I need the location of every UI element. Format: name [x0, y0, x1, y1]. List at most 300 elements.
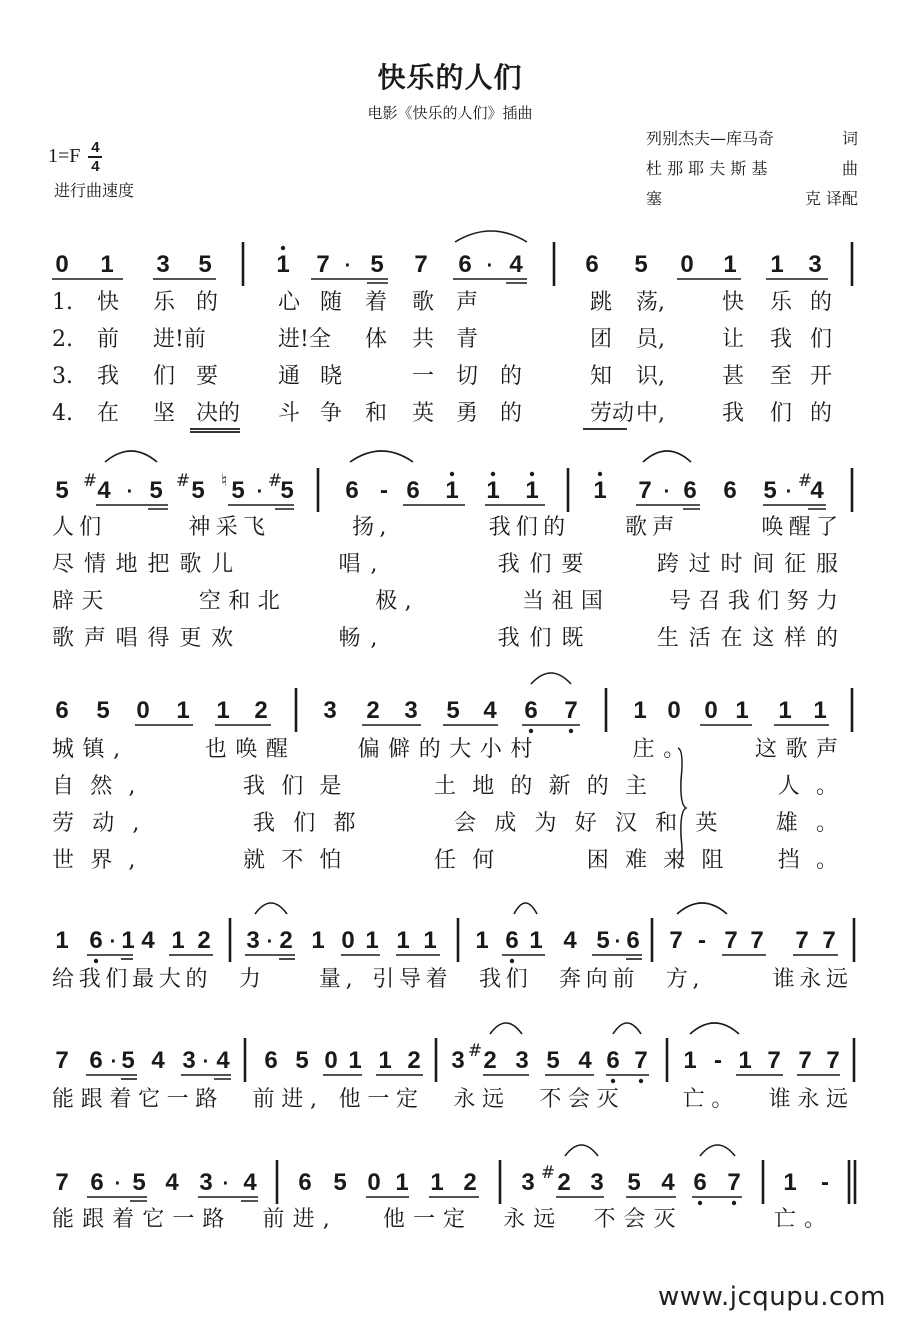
lyric-verse-3: 识, — [636, 364, 665, 389]
lyric-verse-3: 为 — [534, 811, 557, 836]
lyric-verse-1: 飞 — [243, 515, 266, 540]
note: 1 — [365, 927, 379, 954]
lyric-verse-3: 知 — [590, 364, 613, 389]
note: 1 — [100, 251, 114, 278]
note: 6 — [298, 1169, 312, 1196]
note: 5 — [231, 477, 245, 504]
dot-rhythm: · — [202, 1051, 210, 1073]
lyric-verse-2: 共 — [412, 327, 435, 352]
lyric-verse-2: 员, — [636, 327, 665, 352]
lyric-verse-2: 地 — [115, 552, 138, 577]
lyric-verse-2: 情 — [83, 552, 106, 577]
note: 1 — [348, 1047, 362, 1074]
note: 5 — [55, 477, 69, 504]
lyric-verse-4: 在 — [97, 401, 120, 426]
note: 1 — [475, 927, 489, 954]
lyric-verse-2: 们 — [281, 774, 304, 799]
note: 5 — [446, 697, 460, 724]
lyric-line: 不 — [539, 1087, 562, 1112]
note: 5 — [763, 477, 777, 504]
lyric-verse-1: 镇 — [82, 737, 105, 762]
lyric-line: 的 — [185, 967, 208, 992]
lyric-line: 着 — [112, 1207, 135, 1232]
lyric-verse-3: 国 — [580, 589, 603, 614]
lyric-line: 会 — [568, 1087, 591, 1112]
lyric-verse-2: 过 — [688, 552, 711, 577]
lyric-verse-2: 征 — [784, 552, 807, 577]
lyric-verse-3: 。 — [816, 811, 839, 836]
dot-rhythm: · — [266, 931, 274, 953]
note: 4 — [509, 251, 523, 278]
note: 7 — [669, 927, 683, 954]
note: 5 — [191, 477, 205, 504]
note: 0 — [667, 697, 681, 724]
note: 2 — [557, 1169, 571, 1196]
slur — [490, 1023, 522, 1034]
lyric-verse-3: 们 — [153, 364, 176, 389]
note: 7 — [798, 1047, 812, 1074]
lyric-verse-3: 甚 — [722, 364, 745, 389]
lyric-verse-2: 我 — [497, 552, 520, 577]
note: 2 — [197, 927, 211, 954]
lyric-verse-1: 这 — [754, 737, 777, 762]
lyric-line: 亡 — [773, 1207, 796, 1232]
note: 4 — [216, 1047, 230, 1074]
note: 1 — [529, 927, 543, 954]
note: 2 — [366, 697, 380, 724]
lyric-line: 远 — [533, 1207, 556, 1232]
lyric-melisma-underline — [190, 431, 240, 433]
lyric-verse-2: 自 — [52, 774, 75, 799]
lyric-line: 谁 — [772, 967, 795, 992]
note: 0 — [704, 697, 718, 724]
lyric-verse-1: 的 — [196, 290, 219, 315]
lyric-line: 定 — [396, 1087, 419, 1112]
lyric-verse-4: 样 — [784, 626, 807, 651]
dash-hold: - — [714, 1047, 722, 1074]
lyric-line: 方 — [665, 967, 688, 992]
lyric-line: 们 — [105, 967, 128, 992]
lyric-verse-3: 们 — [757, 589, 780, 614]
lyric-line: 奔 — [559, 967, 582, 992]
lyric-verse-1: 扬 — [352, 515, 375, 540]
lyric-verse-3: 我 — [97, 364, 120, 389]
lyric-verse-3: 汉 — [614, 811, 637, 836]
lyric-verse-2: 的 — [510, 774, 533, 799]
lyric-verse-1: 荡, — [636, 290, 665, 315]
dash-hold: - — [698, 927, 706, 954]
lyric-verse-4: 决的 — [196, 401, 241, 426]
note: 4 — [97, 477, 111, 504]
lyric-verse-3: 努 — [786, 589, 809, 614]
low-octave-dot — [732, 1201, 736, 1205]
note: 5 — [198, 251, 212, 278]
note: 1 — [276, 251, 290, 278]
note: 3 — [590, 1169, 604, 1196]
lyric-line: 不 — [593, 1207, 616, 1232]
lyric-verse-1: 快 — [97, 290, 120, 315]
note: 1 — [525, 477, 539, 504]
lyric-verse-2: 新 — [548, 774, 571, 799]
lyric-verse-1: 们 — [515, 515, 538, 540]
lyric-verse-1: 唤 — [235, 737, 258, 762]
note: 6 — [723, 477, 737, 504]
lyric-verse-4: 欢 — [211, 626, 234, 651]
lyric-verse-3: 我 — [253, 811, 276, 836]
lyric-verse-3: , — [132, 811, 140, 836]
lyric-verse-2: 时 — [720, 552, 743, 577]
lyric-verse-2: 地 — [472, 774, 495, 799]
lyric-verse-3: 和 — [655, 811, 678, 836]
lyric-verse-4: 我 — [722, 401, 745, 426]
note: 1 — [378, 1047, 392, 1074]
lyric-verse-1: 快 — [722, 290, 745, 315]
accidental: # — [267, 471, 283, 491]
lyric-line: 给 — [52, 967, 75, 992]
lyric-verse-3: 我 — [727, 589, 750, 614]
note: 3 — [404, 697, 418, 724]
dot-rhythm: · — [126, 481, 134, 503]
slur — [531, 673, 571, 684]
lyric-verse-4: 世 — [52, 848, 75, 873]
note: 6 — [693, 1169, 707, 1196]
slur — [613, 1023, 641, 1034]
lyric-verse-2: 进!全 — [278, 327, 331, 352]
lyric-line: , — [345, 967, 353, 992]
note: 1 — [778, 697, 792, 724]
lyric-verse-3: , — [404, 589, 412, 614]
lyric-verse-2: 服 — [816, 552, 839, 577]
dot-rhythm: · — [110, 1051, 118, 1073]
note: 5 — [132, 1169, 146, 1196]
lyric-line: 进 — [292, 1207, 315, 1232]
lyric-verse-4: 中, — [636, 401, 665, 426]
note: 4 — [483, 697, 497, 724]
note: 7 — [55, 1047, 69, 1074]
note: 6 — [585, 251, 599, 278]
note: 7 — [767, 1047, 781, 1074]
lyric-verse-4: 这 — [752, 626, 775, 651]
note: 7 — [795, 927, 809, 954]
lyric-verse-3: 当 — [522, 589, 545, 614]
lyric-line: 着 — [109, 1087, 132, 1112]
lyric-line: 他 — [382, 1207, 405, 1232]
lyric-verse-4: 英 — [412, 401, 435, 426]
note: 4 — [165, 1169, 179, 1196]
note: 3 — [451, 1047, 465, 1074]
lyric-verse-3: 和 — [228, 589, 251, 614]
lyric-verse-3: 号 — [669, 589, 692, 614]
note: 3 — [182, 1047, 196, 1074]
song-title: 快乐的人们 — [377, 61, 523, 94]
note: 6 — [683, 477, 697, 504]
note: 1 — [486, 477, 500, 504]
lyric-verse-3: 至 — [770, 364, 793, 389]
lyric-verse-1: 城 — [52, 737, 75, 762]
slur — [255, 903, 287, 914]
note: 7 — [750, 927, 764, 954]
lyric-verse-4: 何 — [472, 848, 495, 873]
lyric-line: 一 — [166, 1087, 189, 1112]
note: 6 — [90, 1169, 104, 1196]
note: 1 — [216, 697, 230, 724]
high-octave-dot — [450, 472, 454, 476]
lyric-verse-4: 任 — [434, 848, 457, 873]
lyric-verse-3: 晓 — [320, 364, 343, 389]
accidental: # — [797, 471, 813, 491]
lyric-line: 们 — [505, 967, 528, 992]
lyric-verse-1: 庄 — [632, 737, 655, 762]
high-octave-dot — [491, 472, 495, 476]
note: 5 — [546, 1047, 560, 1074]
lyric-line: 导 — [398, 967, 421, 992]
note: 4 — [243, 1169, 257, 1196]
lyric-verse-3: 劳 — [52, 811, 75, 836]
lyric-line: 灭 — [653, 1207, 676, 1232]
dot-rhythm: · — [109, 931, 117, 953]
lyric-verse-4: 界 — [90, 848, 113, 873]
song-subtitle: 电影《快乐的人们》插曲 — [367, 104, 533, 122]
note: 1 — [55, 927, 69, 954]
lyric-verse-2: 土 — [434, 774, 457, 799]
dash-hold: - — [821, 1169, 829, 1196]
lyric-verse-3: 天 — [81, 589, 104, 614]
composer-role: 曲 — [841, 159, 858, 178]
note: 1 — [176, 697, 190, 724]
lyric-melisma-underline — [583, 428, 627, 430]
lyric-verse-4: 得 — [147, 626, 170, 651]
lyric-line: 路 — [195, 1087, 218, 1112]
accidental: # — [467, 1041, 483, 1061]
lyric-line: 最 — [132, 967, 155, 992]
lyric-verse-1: 也 — [204, 737, 227, 762]
note: 6 — [524, 697, 538, 724]
lyric-verse-2: 的 — [586, 774, 609, 799]
lyric-verse-4: 们 — [770, 401, 793, 426]
lyric-verse-4: 更 — [179, 626, 202, 651]
lyric-verse-1: 大 — [449, 737, 472, 762]
lyric-verse-1: 着 — [365, 290, 388, 315]
lyric-verse-2: 尽 — [52, 552, 75, 577]
note: 3 — [521, 1169, 535, 1196]
note: 7 — [55, 1169, 69, 1196]
note: 0 — [341, 927, 355, 954]
dot-rhythm: · — [222, 1173, 230, 1195]
lyric-verse-1: 神 — [188, 515, 211, 540]
lyric-line: 它 — [138, 1087, 161, 1112]
slur — [350, 451, 413, 462]
lyric-verse-3: 通 — [278, 364, 301, 389]
lyric-verse-1: 歌 — [412, 290, 435, 315]
lyric-verse-1: 声 — [816, 737, 839, 762]
note: 5 — [149, 477, 163, 504]
lyric-verse-1: 了 — [816, 515, 839, 540]
note: 1 — [633, 697, 647, 724]
note: 1 — [770, 251, 784, 278]
note: 7 — [724, 927, 738, 954]
dot-rhythm: · — [344, 255, 352, 277]
note: 5 — [121, 1047, 135, 1074]
note: 4 — [578, 1047, 592, 1074]
dot-rhythm: · — [486, 255, 494, 277]
lyric-verse-1: 偏 — [357, 737, 380, 762]
note: 7 — [634, 1047, 648, 1074]
lyric-verse-2: , — [128, 774, 136, 799]
note: 1 — [430, 1169, 444, 1196]
note: 4 — [141, 927, 155, 954]
slur — [105, 451, 157, 462]
low-octave-dot — [569, 729, 573, 733]
lyric-verse-1: 声 — [456, 290, 479, 315]
lyric-line: 跟 — [82, 1207, 105, 1232]
lyric-verse-3: 成 — [494, 811, 517, 836]
lyric-verse-3: 英 — [695, 811, 718, 836]
note: 4 — [151, 1047, 165, 1074]
lyric-verse-4: 生 — [656, 626, 679, 651]
lyric-verse-1: 唤 — [761, 515, 784, 540]
composer-name: 杜 那 耶 夫 斯 基 — [646, 159, 768, 178]
note: 4 — [563, 927, 577, 954]
accidental: # — [82, 471, 98, 491]
lyric-verse-2: 儿 — [211, 552, 234, 577]
lyric-line: 永 — [799, 967, 822, 992]
note: 2 — [463, 1169, 477, 1196]
lyric-verse-4: , — [128, 848, 136, 873]
lyric-verse-3: 开 — [810, 364, 833, 389]
note: 1 — [396, 927, 410, 954]
lyric-verse-3: 一 — [412, 364, 435, 389]
dot-rhythm: · — [114, 1173, 122, 1195]
lyric-verse-2: 体 — [365, 327, 388, 352]
lyric-verse-1: , — [379, 515, 387, 540]
lyric-verse-1: 僻 — [388, 737, 411, 762]
slur — [514, 903, 537, 914]
note: 1 — [171, 927, 185, 954]
lyric-line: 能 — [52, 1087, 75, 1112]
lyric-verse-4: 活 — [688, 626, 711, 651]
note: 4 — [661, 1169, 675, 1196]
lyric-verse-1: 们 — [79, 515, 102, 540]
high-octave-dot — [530, 472, 534, 476]
note: 1 — [813, 697, 827, 724]
lyric-verse-2: 是 — [319, 774, 342, 799]
note: 1 — [683, 1047, 697, 1074]
note: 3 — [199, 1169, 213, 1196]
note: 5 — [627, 1169, 641, 1196]
lyric-verse-2: 前 — [97, 327, 120, 352]
lyric-line: 引 — [372, 967, 395, 992]
lyric-line: 前 — [612, 967, 635, 992]
lyric-line: 它 — [142, 1207, 165, 1232]
low-octave-dot — [698, 1201, 702, 1205]
note: 1 — [445, 477, 459, 504]
lyric-line: 前 — [262, 1207, 285, 1232]
lyric-verse-4: 和 — [365, 401, 388, 426]
lyric-verse-4: 来 — [663, 848, 686, 873]
lyric-verse-2: 然 — [90, 774, 113, 799]
note: 0 — [55, 251, 69, 278]
lyric-verse-2: 唱 — [338, 552, 361, 577]
lyric-line: 远 — [482, 1087, 505, 1112]
lyric-verse-4: 斗 — [278, 401, 301, 426]
lyric-line: , — [692, 967, 700, 992]
accidental: # — [175, 471, 191, 491]
lyric-verse-3: 祖 — [551, 589, 574, 614]
note: 0 — [680, 251, 694, 278]
lyric-verse-4: 不 — [281, 848, 304, 873]
lyric-line: 永 — [453, 1087, 476, 1112]
note: 2 — [254, 697, 268, 724]
lyric-line: 亡 — [682, 1087, 705, 1112]
accidental: # — [540, 1163, 556, 1183]
slur — [643, 451, 691, 462]
lyric-verse-1: 的 — [418, 737, 441, 762]
lyric-line: 量 — [318, 967, 341, 992]
lyric-verse-4: 劳动 — [590, 401, 635, 426]
lyric-verse-1: 我 — [488, 515, 511, 540]
lyric-verse-4: 困 — [586, 848, 609, 873]
dot-rhythm: · — [614, 931, 622, 953]
note: 6 — [606, 1047, 620, 1074]
lyric-verse-1: 采 — [215, 515, 238, 540]
note: 6 — [345, 477, 359, 504]
note: 3 — [156, 251, 170, 278]
lyric-line: 能 — [52, 1207, 75, 1232]
lyric-verse-4: 畅 — [338, 626, 361, 651]
note: 2 — [407, 1047, 421, 1074]
lyric-line: 永 — [503, 1207, 526, 1232]
lyric-line: 。 — [804, 1207, 827, 1232]
note: 6 — [89, 927, 103, 954]
lyric-verse-1: 1. — [52, 290, 73, 315]
lyric-line: 着 — [425, 967, 448, 992]
lyric-verse-1: 的 — [543, 515, 566, 540]
lyric-verse-2: 我 — [243, 774, 266, 799]
lyric-line: 路 — [202, 1207, 225, 1232]
low-octave-dot — [639, 1079, 643, 1083]
note: 7 — [638, 477, 652, 504]
dash-hold: - — [380, 477, 388, 504]
lyric-line: 远 — [826, 1087, 849, 1112]
note: 6 — [55, 697, 69, 724]
lyric-verse-2: 团 — [590, 327, 613, 352]
lyric-verse-2: 间 — [752, 552, 775, 577]
note: 5 — [295, 1047, 309, 1074]
lyric-line: , — [310, 1087, 317, 1112]
lyric-verse-1: 乐 — [153, 290, 176, 315]
lyric-verse-4: 就 — [243, 848, 266, 873]
lyric-line: 一 — [412, 1207, 435, 1232]
lyric-verse-3: 极 — [375, 589, 398, 614]
lyric-verse-3: 力 — [816, 589, 839, 614]
lyric-line: 力 — [238, 967, 261, 992]
lyric-verse-2: 要 — [561, 552, 584, 577]
note: 1 — [395, 1169, 409, 1196]
lyric-verse-2: 2. — [52, 327, 73, 352]
dot-rhythm: · — [785, 481, 793, 503]
lyric-line: 跟 — [80, 1087, 103, 1112]
lyric-verse-1: 跳 — [590, 290, 613, 315]
note: 2 — [483, 1047, 497, 1074]
translator-role: 克 译配 — [804, 189, 858, 208]
lyric-verse-3: 空 — [198, 589, 221, 614]
note: 0 — [367, 1169, 381, 1196]
note: 4 — [810, 477, 824, 504]
note: 5 — [596, 927, 610, 954]
lyric-verse-3: 都 — [333, 811, 356, 836]
lyricist-role: 词 — [841, 129, 858, 148]
note: 6 — [505, 927, 519, 954]
